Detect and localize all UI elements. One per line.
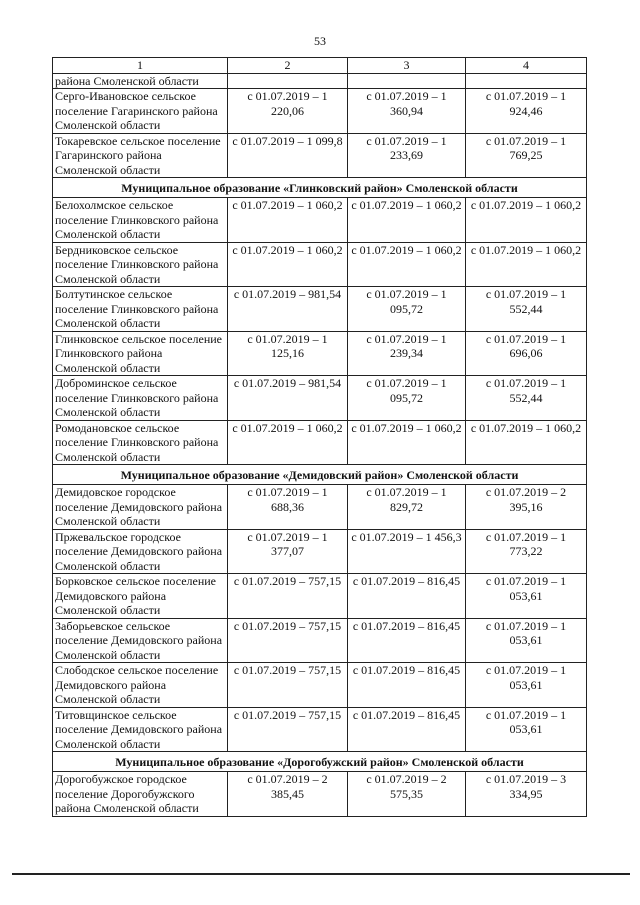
column-header: 4 bbox=[466, 58, 587, 74]
section-heading-row bbox=[53, 465, 587, 485]
section-heading: Муниципальное образование «Демидовский район» Смоленской области bbox=[53, 465, 587, 485]
tariff-cell: с 01.07.2019 – 757,15 bbox=[228, 663, 348, 708]
settlement-name-cell: Токаревское сельское поселение Гагаринского района Смоленской области bbox=[53, 133, 228, 178]
settlement-name-cell: Демидовское городское поселение Демидовского района Смоленской области bbox=[53, 485, 228, 530]
tariff-cell: с 01.07.2019 – 1 060,2 bbox=[466, 242, 587, 287]
tariff-cell: с 01.07.2019 – 1 688,36 bbox=[228, 485, 348, 530]
tariff-cell: с 01.07.2019 – 1 060,2 bbox=[348, 420, 466, 465]
settlement-name-cell: Глинковское сельское поселение Глинковского района Смоленской области bbox=[53, 331, 228, 376]
table-row bbox=[53, 707, 587, 752]
empty-cell bbox=[228, 73, 348, 89]
tariff-cell: с 01.07.2019 – 1 060,2 bbox=[466, 420, 587, 465]
tariff-cell: с 01.07.2019 – 1 060,2 bbox=[228, 242, 348, 287]
table-header-row bbox=[53, 58, 587, 74]
table-row bbox=[53, 287, 587, 332]
tariff-cell: с 01.07.2019 – 816,45 bbox=[348, 707, 466, 752]
tariff-cell: с 01.07.2019 – 816,45 bbox=[348, 618, 466, 663]
tariff-cell: с 01.07.2019 – 3 334,95 bbox=[466, 772, 587, 817]
tariff-cell: с 01.07.2019 – 1 060,2 bbox=[228, 198, 348, 243]
tariff-cell: с 01.07.2019 – 1 053,61 bbox=[466, 618, 587, 663]
tariff-cell: с 01.07.2019 – 2 575,35 bbox=[348, 772, 466, 817]
settlement-name-cell: Слободское сельское поселение Демидовского района Смоленской области bbox=[53, 663, 228, 708]
tariff-cell: с 01.07.2019 – 1 696,06 bbox=[466, 331, 587, 376]
table-row bbox=[53, 772, 587, 817]
tariff-cell: с 01.07.2019 – 1 360,94 bbox=[348, 89, 466, 134]
tariff-cell: с 01.07.2019 – 1 233,69 bbox=[348, 133, 466, 178]
settlement-name-cell: Болтутинское сельское поселение Глинковского района Смоленской области bbox=[53, 287, 228, 332]
tariff-cell: с 01.07.2019 – 1 552,44 bbox=[466, 376, 587, 421]
tariff-cell: с 01.07.2019 – 981,54 bbox=[228, 287, 348, 332]
tariff-cell: с 01.07.2019 – 816,45 bbox=[348, 663, 466, 708]
column-header: 3 bbox=[348, 58, 466, 74]
table-row bbox=[53, 420, 587, 465]
tariff-cell: с 01.07.2019 – 1 060,2 bbox=[348, 242, 466, 287]
tariff-cell: с 01.07.2019 – 816,45 bbox=[348, 574, 466, 619]
table-row bbox=[53, 529, 587, 574]
tariff-cell: с 01.07.2019 – 2 385,45 bbox=[228, 772, 348, 817]
column-header: 2 bbox=[228, 58, 348, 74]
table-row bbox=[53, 331, 587, 376]
table-row bbox=[53, 376, 587, 421]
tariff-cell: с 01.07.2019 – 1 239,34 bbox=[348, 331, 466, 376]
tariff-cell: с 01.07.2019 – 1 060,2 bbox=[466, 198, 587, 243]
table-row bbox=[53, 485, 587, 530]
tariff-cell: с 01.07.2019 – 1 125,16 bbox=[228, 331, 348, 376]
page-number: 53 bbox=[314, 34, 326, 48]
tariff-cell: с 01.07.2019 – 2 395,16 bbox=[466, 485, 587, 530]
section-heading: Муниципальное образование «Глинковский район» Смоленской области bbox=[53, 178, 587, 198]
empty-cell bbox=[466, 73, 587, 89]
continued-row bbox=[53, 73, 587, 89]
table-row bbox=[53, 89, 587, 134]
table-row bbox=[53, 618, 587, 663]
section-heading-row bbox=[53, 178, 587, 198]
settlement-name-cell: Доброминское сельское поселение Глинковского района Смоленской области bbox=[53, 376, 228, 421]
settlement-name-cell: Дорогобужское городское поселение Дорогобужского района Смоленской области bbox=[53, 772, 228, 817]
tariff-cell: с 01.07.2019 – 1 099,8 bbox=[228, 133, 348, 178]
tariff-cell: с 01.07.2019 – 1 924,46 bbox=[466, 89, 587, 134]
table-row bbox=[53, 242, 587, 287]
tariff-cell: с 01.07.2019 – 757,15 bbox=[228, 707, 348, 752]
tariff-cell: с 01.07.2019 – 757,15 bbox=[228, 574, 348, 619]
tariff-table bbox=[52, 57, 587, 817]
tariff-cell: с 01.07.2019 – 1 053,61 bbox=[466, 663, 587, 708]
footer-rule bbox=[12, 873, 630, 875]
tariff-cell: с 01.07.2019 – 1 773,22 bbox=[466, 529, 587, 574]
tariff-cell: с 01.07.2019 – 1 060,2 bbox=[228, 420, 348, 465]
table-row bbox=[53, 663, 587, 708]
settlement-name-cell: Заборьевское сельское поселение Демидовского района Смоленской области bbox=[53, 618, 228, 663]
tariff-cell: с 01.07.2019 – 1 053,61 bbox=[466, 574, 587, 619]
table-row bbox=[53, 133, 587, 178]
section-heading: Муниципальное образование «Дорогобужский район» Смоленской области bbox=[53, 752, 587, 772]
tariff-cell: с 01.07.2019 – 1 552,44 bbox=[466, 287, 587, 332]
section-heading-row bbox=[53, 752, 587, 772]
settlement-name-cell: Бердниковское сельское поселение Глинковского района Смоленской области bbox=[53, 242, 228, 287]
column-header: 1 bbox=[53, 58, 228, 74]
tariff-cell: с 01.07.2019 – 1 377,07 bbox=[228, 529, 348, 574]
settlement-name-cell: Титовщинское сельское поселение Демидовского района Смоленской области bbox=[53, 707, 228, 752]
tariff-cell: с 01.07.2019 – 1 053,61 bbox=[466, 707, 587, 752]
settlement-name-cell: Серго-Ивановское сельское поселение Гагаринского района Смоленской области bbox=[53, 89, 228, 134]
tariff-cell: с 01.07.2019 – 1 095,72 bbox=[348, 376, 466, 421]
tariff-cell: с 01.07.2019 – 981,54 bbox=[228, 376, 348, 421]
tariff-cell: с 01.07.2019 – 757,15 bbox=[228, 618, 348, 663]
settlement-name-cell: Ромодановское сельское поселение Глинковского района Смоленской области bbox=[53, 420, 228, 465]
tariff-cell: с 01.07.2019 – 1 769,25 bbox=[466, 133, 587, 178]
settlement-name-cell: Пржевальское городское поселение Демидовского района Смоленской области bbox=[53, 529, 228, 574]
tariff-cell: с 01.07.2019 – 1 829,72 bbox=[348, 485, 466, 530]
continued-cell: района Смоленской области bbox=[53, 73, 228, 89]
empty-cell bbox=[348, 73, 466, 89]
table-row bbox=[53, 574, 587, 619]
settlement-name-cell: Борковское сельское поселение Демидовского района Смоленской области bbox=[53, 574, 228, 619]
tariff-cell: с 01.07.2019 – 1 095,72 bbox=[348, 287, 466, 332]
settlement-name-cell: Белохолмское сельское поселение Глинковского района Смоленской области bbox=[53, 198, 228, 243]
table-row bbox=[53, 198, 587, 243]
tariff-cell: с 01.07.2019 – 1 220,06 bbox=[228, 89, 348, 134]
tariff-cell: с 01.07.2019 – 1 060,2 bbox=[348, 198, 466, 243]
tariff-cell: с 01.07.2019 – 1 456,3 bbox=[348, 529, 466, 574]
